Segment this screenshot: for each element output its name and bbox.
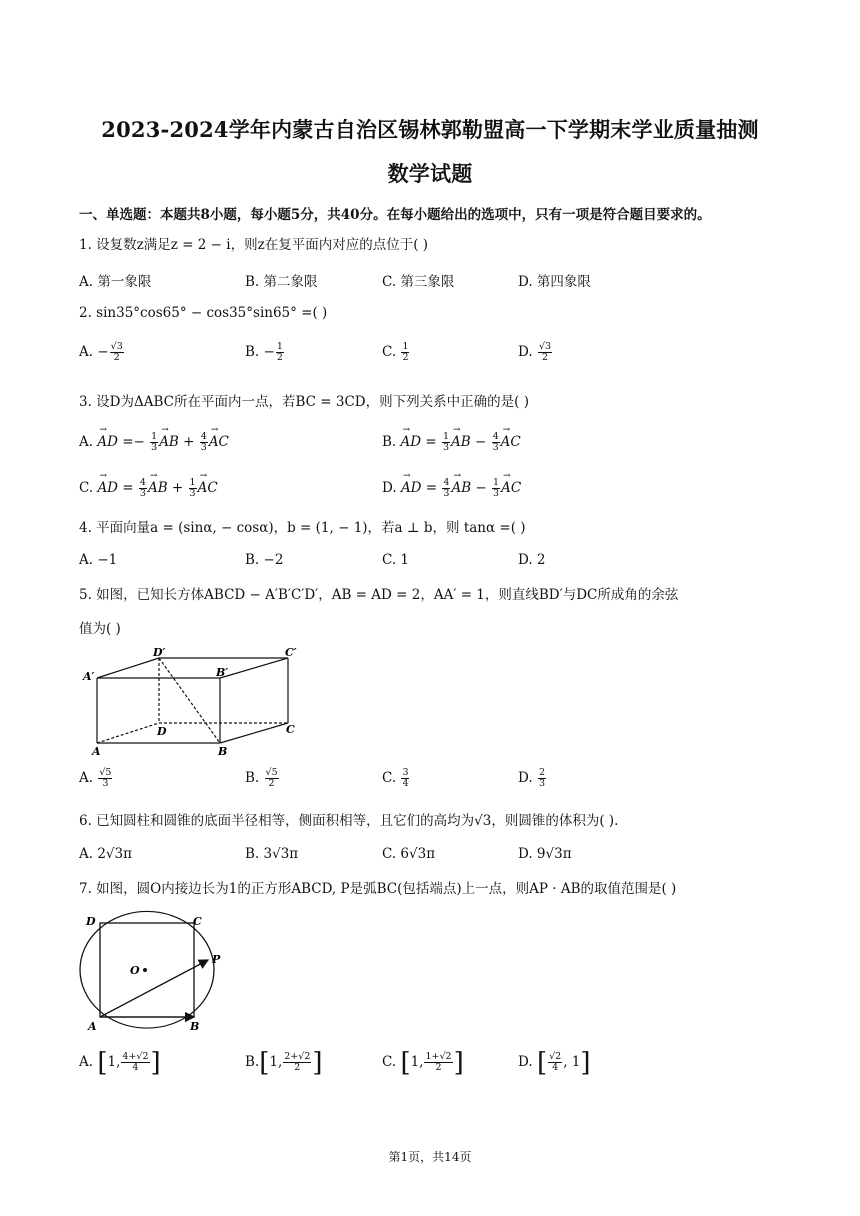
q1-option-c: C. 第三象限: [382, 274, 455, 290]
q7-c-num: 1+√2: [425, 1051, 452, 1062]
q5-a-letter: A.: [79, 770, 94, 786]
label-p: P: [212, 953, 221, 966]
q2-option-b-label: B. −: [245, 344, 275, 360]
q5-c-num: 3: [402, 767, 409, 778]
q5-d-den: 3: [538, 778, 545, 789]
exam-title: 2023-2024学年内蒙古自治区锡林郭勒盟高一下学期末学业质量抽测: [101, 117, 759, 142]
q7-d-letter: D.: [518, 1054, 533, 1070]
question-6-stem: 6. 已知圆柱和圆锥的底面半径相等，侧面积相等，且它们的高均为√3，则圆锥的体积为( ).: [79, 813, 619, 829]
q6-option-b: B. 3√3π: [245, 846, 299, 862]
section-heading: 一、单选题：本题共8小题，每小题5分，共40分。在每小题给出的选项中，只有一项是符合题目要求的。: [79, 207, 711, 223]
label-b: B: [190, 1020, 200, 1033]
q7-option-c: C. [1, $\frac{1+√2}{2}$ ]: [382, 1047, 464, 1078]
q7-a-letter: A.: [79, 1054, 94, 1070]
q7-d-den: 4: [552, 1062, 559, 1073]
q4-option-a: A. −1: [79, 552, 118, 568]
q5-d-letter: D.: [518, 770, 533, 786]
q4-option-d: D. 2: [518, 552, 546, 568]
label-a: A: [88, 1020, 97, 1033]
question-1-stem: 1. 设复数z满足z = 2 − i，则z在复平面内对应的点位于( ): [79, 237, 429, 253]
q7-b-letter: B.: [245, 1054, 260, 1070]
q5-d-num: 2: [538, 767, 545, 778]
q4-option-b: B. −2: [245, 552, 284, 568]
q2-c-den: 2: [402, 352, 409, 363]
q2-option-c: [382, 342, 410, 363]
q7-c-lower: 1,: [410, 1054, 424, 1070]
q7-option-b: B.[1, $\frac{2+√2}{2}$ ]: [245, 1047, 323, 1078]
label-c: C: [286, 723, 295, 736]
q5-c-den: 4: [402, 778, 409, 789]
q2-option-d-label: D.: [518, 344, 537, 360]
q2-c-num: 1: [402, 341, 409, 352]
q3-option-a: A. → AD =− $\frac{1}{3}$ → AB + $\frac{4}{3}$ → AC: [79, 432, 229, 453]
q2-a-den: 2: [113, 352, 120, 363]
q2-d-fraction: [538, 342, 552, 363]
q4-option-c: C. 1: [382, 552, 410, 568]
q2-option-d: [518, 342, 553, 363]
q2-a-num: √3: [110, 341, 123, 352]
q2-b-num: 1: [276, 341, 283, 352]
q5-c-letter: C.: [382, 770, 397, 786]
q5-a-den: 3: [102, 778, 109, 789]
q7-b-den: 2: [294, 1062, 301, 1073]
question-3-stem: 3. 设D为ΔABC所在平面内一点，若BC = 3CD，则下列关系中正确的是( ): [79, 394, 529, 410]
q2-a-fraction: [110, 342, 124, 363]
question-7-stem: 7. 如图，圆O内接边长为1的正方形ABCD, P是弧BC(包括端点)上一点，则AP · AB的取值范围是( ): [79, 881, 677, 897]
q7-a-num: 4+√2: [122, 1051, 149, 1062]
label-b: B: [218, 745, 228, 757]
q2-b-fraction: [276, 342, 284, 363]
circle-square-figure: [78, 908, 228, 1036]
q3-option-b: B. → AD = $\frac{1}{3}$ → AB − $\frac{4}{3}$ → AC: [382, 432, 521, 453]
q5-b-num: √5: [265, 767, 278, 778]
q2-d-den: 2: [541, 352, 549, 363]
page-footer: 第1页，共14页: [388, 1150, 472, 1164]
q7-a-lower: 1,: [107, 1054, 121, 1070]
label-b-prime: B′: [216, 666, 229, 679]
q6-option-d: D. 9√3π: [518, 846, 572, 862]
q3-option-c: C. → AD = $\frac{4}{3}$ → AB + $\frac{1}{3}$ → AC: [79, 478, 218, 499]
q7-d-upper: , 1: [563, 1054, 581, 1070]
exam-subtitle: 数学试题: [387, 161, 473, 186]
q5-b-letter: B.: [245, 770, 260, 786]
q5-option-d: [518, 768, 547, 789]
question-4-stem: 4. 平面向量a = (sinα, − cosα)，b = (1, − 1)，若a ⊥ b，则 tanα =( ): [79, 520, 526, 536]
q7-a-den: 4: [132, 1062, 139, 1073]
q2-option-a: [79, 342, 125, 363]
q5-b-den: 2: [268, 778, 275, 789]
q5-option-c: [382, 768, 410, 789]
q1-option-b: B. 第二象限: [245, 274, 318, 290]
q5-option-a: [79, 768, 113, 789]
q2-option-b: [245, 342, 285, 363]
q2-c-fraction: [401, 342, 409, 363]
label-c: C: [193, 915, 202, 928]
label-d-prime: D′: [153, 646, 166, 659]
label-d: D: [86, 915, 96, 928]
question-5-stem-line1: 5. 如图，已知长方体ABCD − A′B′C′D′，AB = AD = 2，AA′ = 1，则直线BD′与DC所成角的余弦: [79, 587, 679, 603]
label-o: O: [130, 964, 140, 977]
q5-option-b: [245, 768, 280, 789]
question-2-stem: 2. sin35°cos65° − cos35°sin65° =( ): [79, 305, 328, 321]
question-5-stem-line2: 值为( ): [79, 621, 121, 637]
label-c-prime: C′: [285, 646, 297, 659]
q7-c-letter: C.: [382, 1054, 397, 1070]
q7-b-lower: 1,: [269, 1054, 283, 1070]
q7-c-den: 2: [435, 1062, 442, 1073]
q7-d-num: √2: [549, 1051, 562, 1062]
label-d: D: [157, 725, 167, 738]
q7-option-d: D. [ $\frac{√2}{4}$ , 1]: [518, 1047, 591, 1078]
q6-option-c: C. 6√3π: [382, 846, 436, 862]
q2-option-a-label: A. −: [79, 344, 109, 360]
q7-option-a: A. [1, $\frac{4+√2}{4}$ ]: [79, 1047, 161, 1078]
q6-option-a: A. 2√3π: [79, 846, 132, 862]
q2-b-den: 2: [276, 352, 283, 363]
q3-option-d: D. → AD = $\frac{4}{3}$ → AB − $\frac{1}{3}$ → AC: [382, 478, 521, 499]
label-a: A: [92, 745, 101, 757]
q1-option-d: D. 第四象限: [518, 274, 591, 290]
q2-option-c-label: C.: [382, 344, 401, 360]
q2-d-num: √3: [538, 341, 552, 352]
cuboid-figure: [80, 645, 305, 757]
q1-option-a: A. 第一象限: [79, 274, 152, 290]
label-a-prime: A′: [83, 670, 95, 683]
q5-a-num: √5: [99, 767, 112, 778]
q7-b-num: 2+√2: [284, 1051, 311, 1062]
